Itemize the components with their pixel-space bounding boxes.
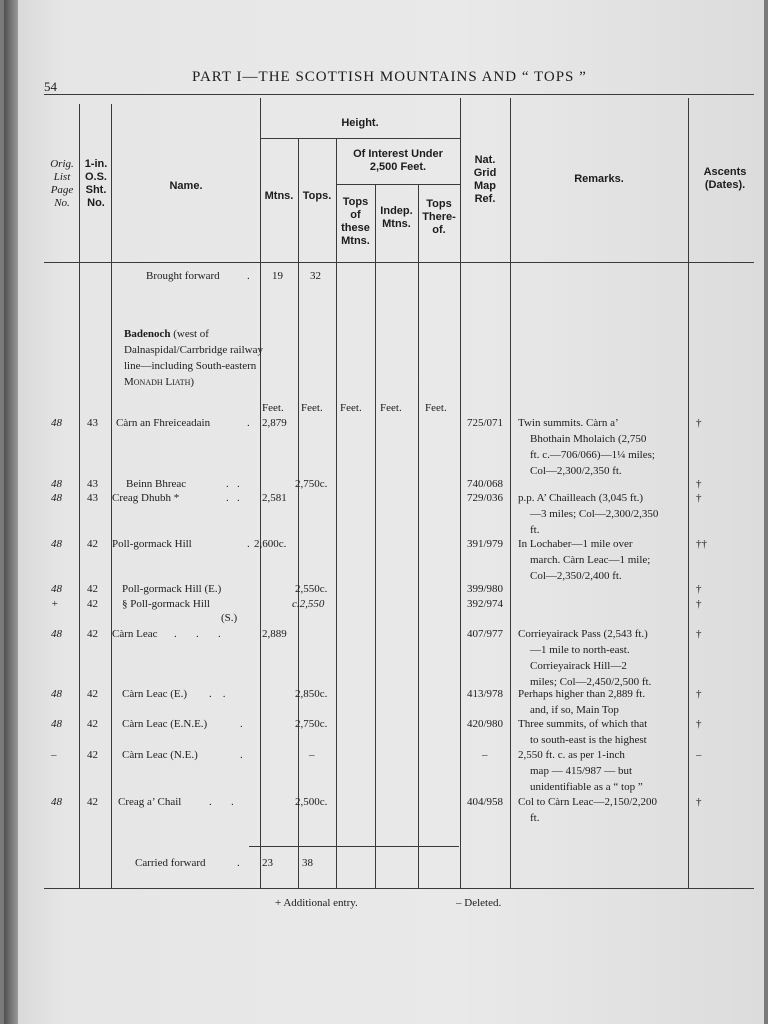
- row-orig: 48: [51, 628, 62, 640]
- table-bottom-rule: [44, 888, 754, 889]
- row-grid: 729/036: [467, 492, 504, 504]
- row-tops: 2,750c.: [295, 478, 328, 490]
- header-interest: Of Interest Under 2,500 Feet.: [353, 148, 443, 173]
- row-grid: 740/068: [467, 478, 504, 490]
- header-height: Height.: [341, 117, 379, 129]
- row-orig: 48: [51, 718, 62, 730]
- section-smallcaps: Monadh Liath): [124, 376, 195, 388]
- row-os: 42: [87, 718, 98, 730]
- row-name: Càrn an Fhreiceadain: [116, 417, 211, 429]
- col-rule-9: [510, 98, 511, 888]
- row-ascent: ††: [696, 538, 707, 550]
- row-dot: .: [247, 538, 250, 550]
- col-rule-6: [375, 184, 376, 888]
- header-grid: Nat. Grid Map Ref.: [473, 154, 497, 205]
- row-ascent: †: [696, 583, 702, 595]
- row-tops: c.2,550: [292, 598, 325, 610]
- row-orig: 48: [51, 538, 62, 550]
- feet-label-c1: Feet.: [340, 402, 362, 414]
- row-orig: 48: [51, 417, 62, 429]
- feet-label-mtns: Feet.: [262, 402, 284, 414]
- brought-forward-tops: 32: [310, 270, 321, 282]
- row-name: Beinn Bhreac: [126, 478, 187, 490]
- header-tops-thereof: Tops There- of.: [422, 198, 456, 236]
- row-dot: .: [247, 417, 250, 429]
- row-orig: 48: [51, 492, 62, 504]
- row-name: § Poll-gormack Hill: [122, 598, 210, 610]
- row-name: Càrn Leac (N.E.): [122, 749, 198, 761]
- feet-label-tops: Feet.: [301, 402, 323, 414]
- col-rule-1: [79, 104, 80, 888]
- row-dots: . .: [209, 796, 234, 808]
- row-orig: –: [51, 749, 57, 761]
- row-grid: –: [482, 749, 488, 761]
- row-grid: 413/978: [467, 688, 504, 700]
- col-rule-4: [298, 138, 299, 888]
- row-os: 43: [87, 417, 98, 429]
- row-name: Creag Dhubh *: [112, 492, 180, 504]
- section-heading: [124, 326, 264, 390]
- row-ascent: †: [696, 492, 702, 504]
- book-spine: [4, 0, 18, 1024]
- row-name: Poll-gormack Hill: [112, 538, 192, 550]
- row-tops: –: [309, 749, 315, 761]
- brought-forward-dot: .: [247, 270, 250, 282]
- row-orig: 48: [51, 688, 62, 700]
- header-ascents: Ascents (Dates).: [703, 166, 747, 191]
- row-ascent: †: [696, 417, 702, 429]
- header-tops: Tops.: [302, 190, 332, 202]
- col-rule-5: [336, 138, 337, 888]
- row-ascent: †: [696, 718, 702, 730]
- row-grid: 407/977: [467, 628, 504, 640]
- row-dot: .: [240, 749, 243, 761]
- row-tops: 2,550c.: [295, 583, 328, 595]
- row-dot: .: [240, 718, 243, 730]
- carried-forward-tops: 38: [302, 857, 313, 869]
- interest-under-rule: [336, 184, 460, 185]
- section-desc: (west of Dalnaspidal/Carrbridge railway line—including South-eastern: [124, 328, 263, 372]
- row-name: Creag a’ Chail: [118, 796, 182, 808]
- row-tops: 2,850c.: [295, 688, 328, 700]
- brought-forward-mtns: 19: [272, 270, 283, 282]
- table-top-rule: [44, 94, 754, 95]
- row-grid: 404/958: [467, 796, 504, 808]
- row-os: 42: [87, 749, 98, 761]
- header-name: Name.: [169, 180, 203, 192]
- section-title: Badenoch: [124, 328, 171, 340]
- row-remarks: Perhaps higher than 2,889 ft. and, if so, Main Top: [518, 688, 646, 716]
- row-remarks: Corrieyairack Pass (2,543 ft.) —1 mile to north-east. Corrieyairack Hill—2 miles; Col—2,450/2,500 ft.: [518, 628, 652, 688]
- row-os: 43: [87, 492, 98, 504]
- col-rule-10: [688, 98, 689, 888]
- row-os: 43: [87, 478, 98, 490]
- col-rule-8: [460, 98, 461, 888]
- row-remarks: p.p. A’ Chailleach (3,045 ft.) —3 miles; Col—2,300/2,350 ft.: [518, 492, 659, 536]
- header-orig: Orig. List Page No.: [50, 158, 74, 209]
- row-name: Poll-gormack Hill (E.): [122, 583, 222, 595]
- row-remarks: Three summits, of which that to south-east is the highest: [518, 718, 648, 746]
- row-grid: 392/974: [467, 598, 504, 610]
- carried-forward-label: Carried forward: [135, 857, 206, 869]
- row-grid: 391/979: [467, 538, 504, 550]
- row-name: Càrn Leac (E.N.E.): [122, 718, 208, 730]
- row-name-suffix: (S.): [221, 612, 238, 624]
- col-rule-7: [418, 184, 419, 888]
- row-os: 42: [87, 628, 98, 640]
- row-orig: +: [51, 598, 59, 610]
- row-remarks: Col to Càrn Leac—2,150/2,200 ft.: [518, 796, 658, 824]
- page-number: 54: [44, 79, 57, 94]
- footnote-additional: + Additional entry.: [275, 897, 358, 909]
- row-os: 42: [87, 583, 98, 595]
- header-os: 1-in. O.S. Sht. No.: [84, 158, 108, 209]
- feet-label-c3: Feet.: [425, 402, 447, 414]
- row-mtns: 2,879: [262, 417, 287, 429]
- row-orig: 48: [51, 478, 62, 490]
- row-os: 42: [87, 538, 98, 550]
- row-ascent: –: [696, 749, 702, 761]
- header-mtns: Mtns.: [264, 190, 294, 202]
- row-tops: 2,500c.: [295, 796, 328, 808]
- row-ascent: †: [696, 478, 702, 490]
- row-grid: 420/980: [467, 718, 504, 730]
- row-dots: . . .: [174, 628, 221, 640]
- row-ascent: †: [696, 598, 702, 610]
- header-bottom-rule: [44, 262, 754, 263]
- row-mtns: 2,581: [262, 492, 287, 504]
- carried-forward-mtns: 23: [262, 857, 273, 869]
- row-dots: . .: [209, 688, 226, 700]
- row-dots: . .: [226, 478, 240, 490]
- book-page: [4, 0, 764, 1024]
- running-head: PART I—THE SCOTTISH MOUNTAINS AND “ TOPS ”: [192, 69, 587, 85]
- brought-forward-label: Brought forward: [146, 270, 220, 282]
- feet-label-c2: Feet.: [380, 402, 402, 414]
- header-remarks: Remarks.: [574, 173, 624, 185]
- row-orig: 48: [51, 796, 62, 808]
- row-remarks: Twin summits. Càrn a’ Bhothain Mholaich (2,750 ft. c.—706/066)—1¼ miles; Col—2,300/2,350 ft.: [518, 417, 655, 477]
- row-tops: 2,750c.: [295, 718, 328, 730]
- footnote-deleted: – Deleted.: [456, 897, 502, 909]
- row-remarks: In Lochaber—1 mile over march. Càrn Leac—1 mile; Col—2,350/2,400 ft.: [518, 538, 651, 582]
- carried-forward-dot: .: [237, 857, 240, 869]
- row-orig: 48: [51, 583, 62, 595]
- header-indep: Indep. Mtns.: [380, 205, 413, 230]
- row-ascent: †: [696, 688, 702, 700]
- header-tops-of-these: Tops of these Mtns.: [341, 196, 370, 247]
- row-dots: . .: [226, 492, 240, 504]
- row-os: 42: [87, 598, 98, 610]
- col-rule-3: [260, 98, 261, 888]
- row-os: 42: [87, 796, 98, 808]
- row-os: 42: [87, 688, 98, 700]
- row-remarks: 2,550 ft. c. as per 1-inch map — 415/987 — but unidentifiable as a “ top ”: [518, 749, 643, 793]
- carried-top-rule: [249, 846, 459, 847]
- row-name: Càrn Leac (E.): [122, 688, 188, 700]
- row-ascent: †: [696, 796, 702, 808]
- row-name: Càrn Leac: [112, 628, 158, 640]
- row-mtns: 2,889: [262, 628, 287, 640]
- row-ascent: †: [696, 628, 702, 640]
- height-under-rule: [260, 138, 460, 139]
- row-grid: 725/071: [467, 417, 504, 429]
- row-mtns: 2,600c.: [254, 538, 287, 550]
- row-grid: 399/980: [467, 583, 504, 595]
